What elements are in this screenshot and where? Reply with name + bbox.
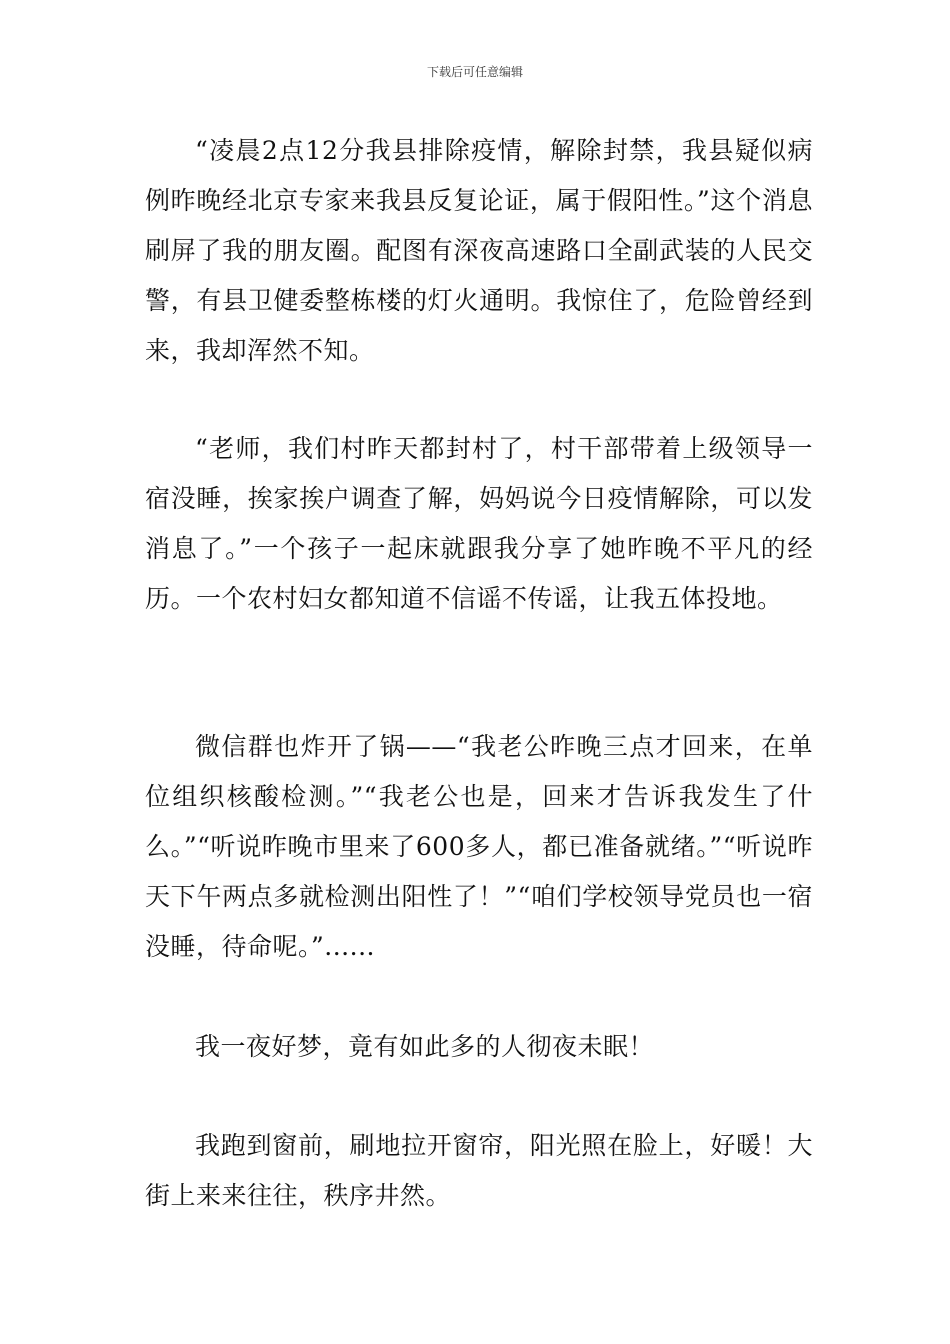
page-header: 下载后可任意编辑 <box>426 65 523 79</box>
paragraph-4: 我一夜好梦，竟有如此多的人彻夜未眠！ <box>195 1032 655 1061</box>
paragraph-5: 我跑到窗前，刷地拉开窗帘，阳光照在脸上，好暖！大街上来来往往，秩序井然。 <box>145 1131 813 1210</box>
paragraph-2: “老师，我们村昨天都封村了，村干部带着上级领导一宿没睡，挨家挨户调查了解，妈妈说今日疫情解除，可以发消息了。”一个孩子一起床就跟我分享了她昨晚不平凡的经历。一个农村妇女都知道不信谣不传谣，让我五体投地。 <box>145 434 813 613</box>
paragraph-1: “凌晨2点12分我县排除疫情，解除封禁，我县疑似病例昨晚经北京专家来我县反复论证，属于假阳性。”这个消息刷屏了我的朋友圈。配图有深夜高速路口全副武装的人民交警，有县卫健委整栋楼的灯火通明。我惊住了，危险曾经到来，我却浑然不知。 <box>145 136 813 365</box>
paragraph-3: 微信群也炸开了锅——“我老公昨晚三点才回来，在单位组织核酸检测。”“我老公也是，回来才告诉我发生了什么。”“听说昨晚市里来了600多人，都已准备就绪。”“听说昨天下午两点多就检测出阳性了！”“咱们学校领导党员也一宿没睡，待命呢。”...... <box>145 732 813 961</box>
